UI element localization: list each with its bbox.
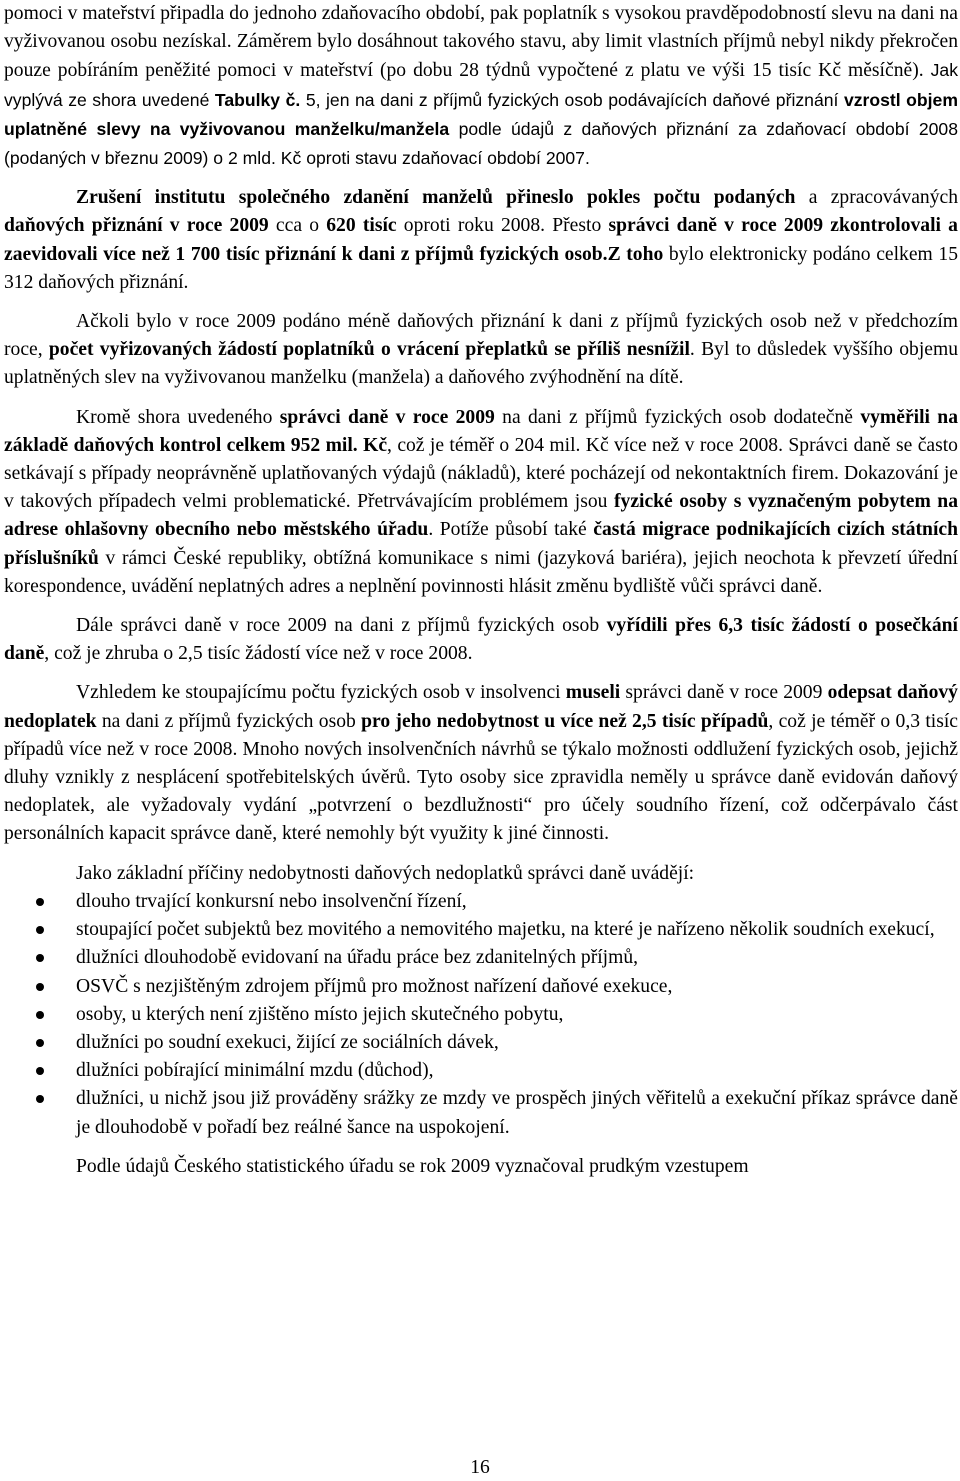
list-intro: Jako základní příčiny nedobytnosti daňových nedoplatků správci daně uvádějí: (76, 862, 695, 884)
document-page (4, 0, 958, 1181)
paragraph-3: Ačkoli bylo v roce 2009 podáno méně daňových přiznání k dani z příjmů fyzických osob než v předchozím roce, počet vyřizovaných žádostí poplatníků o vrácení přeplatků se příliš nesnížil. Byl to důsledek vyššího objemu uplatněných slev na vyživovanou manželku (manžela) a daňového zvýhodnění na dítě. (4, 311, 959, 389)
paragraph-6: Vzhledem ke stoupajícímu počtu fyzických osob v insolvenci museli správci daně v roce 2009 odepsat daňový nedoplatek na dani z příjmů fyzických osob pro jeho nedobytnost u více než 2,5 tisíc případů, což je téměř o 0,3 tisíc případů více než v roce 2008. Mnoho nových insolvenčních návrhů se týkalo možnosti oddlužení fyzických osob, jejichž dluhy vznikly z nesplácení spotřebitelských úvěrů. Tyto osoby sice zpravidla neměly u správce daně evidován daňový nedoplatek, ale vyžadovaly vydání „potvrzení o bezdlužnosti“ pro účely soudního řízení, což odčerpávalo část personálních kapacit správce daně, které nemohly být využity k jiné činnosti. (4, 682, 958, 845)
bullet-icon (36, 1039, 44, 1047)
list-item: osoby, u kterých není zjištěno místo jejich skutečného pobytu, (4, 1001, 958, 1029)
list-item: dlužníci po soudní exekuci, žijící ze sociálních dávek, (4, 1029, 958, 1057)
list-item: stoupající počet subjektů bez movitého a nemovitého majetku, na které je nařízeno několik soudních exekucí, (4, 916, 958, 944)
bullet-icon (36, 1095, 44, 1103)
paragraph-7: Podle údajů Českého statistického úřadu se rok 2009 vyznačoval prudkým vzestupem (76, 1155, 749, 1177)
causes-list (4, 888, 958, 1142)
bullet-icon (36, 1067, 44, 1075)
list-item: dlužníci, u nichž jsou již prováděny srážky ze mzdy ve prospěch jiných věřitelů a exekuční příkaz správce daně je dlouhodobě v pořadí bez reálné šance na uspokojení. (4, 1085, 958, 1141)
list-item: dlužníci pobírající minimální mzdu (důchod), (4, 1057, 958, 1085)
paragraph-4: Kromě shora uvedeného správci daně v roce 2009 na dani z příjmů fyzických osob dodatečně vyměřili na základě daňových kontrol celkem 952 mil. Kč, což je téměř o 204 mil. Kč více než v roce 2008. Správci daně se často setkávají s případy neoprávněně uplatňovaných výdajů (nákladů), které pocházejí od nekontaktních firem. Dokazování je v takových případech velmi problematické. Přetrvávajícím problémem jsou fyzické osoby s vyznačeným pobytem na adrese ohlašovny obecního nebo městského úřadu. Potíže působí také častá migrace podnikajících cizích státních příslušníků v rámci České republiky, obtížná komunikace s nimi (jazyková bariéra), jejich neochota k převzetí úřední korespondence, uvádění neplatných adres a neplnění povinnosti hlásit změnu bydliště vůči správci daně. (4, 406, 958, 597)
bullet-icon (36, 898, 44, 906)
paragraph-5: Dále správci daně v roce 2009 na dani z příjmů fyzických osob vyřídili přes 6,3 tisíc žádostí o posečkání daně, což je zhruba o 2,5 tisíc žádostí více než v roce 2008. (4, 615, 958, 665)
paragraph-1: pomoci v mateřství připadla do jednoho zdaňovacího období, pak poplatník s vysokou pravděpodobností slevu na dani na vyživovanou osobu nezískal. Záměrem bylo dosáhnout takového stavu, aby limit vlastních příjmů nebyl nikdy překročen pouze pobíráním peněžité pomoci v mateřství (po dobu 28 týdnů vypočtené z platu ve výši 15 tisíc Kč měsíčně). Jak vyplývá ze shora uvedené Tabulky č. 5, jen na dani z příjmů fyzických osob podávajících daňové přiznání vzrostl objem uplatněné slevy na vyživovanou manželku/manžela podle údajů z daňových přiznání za zdaňovací období 2008 (podaných v březnu 2009) o 2 mld. Kč oproti stavu zdaňovací období 2007. (4, 3, 959, 169)
bullet-icon (36, 926, 44, 934)
page-number: 16 (470, 1457, 490, 1478)
list-item: dlužníci dlouhodobě evidovaní na úřadu práce bez zdanitelných příjmů, (4, 944, 958, 972)
bullet-icon (36, 983, 44, 991)
bullet-icon (36, 954, 44, 962)
list-item: dlouho trvající konkursní nebo insolvenční řízení, (4, 888, 958, 916)
paragraph-2: Zrušení institutu společného zdanění manželů přineslo pokles počtu podaných a zpracovávaných daňových přiznání v roce 2009 cca o 620 tisíc oproti roku 2008. Přesto správci daně v roce 2009 zkontrolovali a zaevidovali více než 1 700 tisíc přiznání k dani z příjmů fyzických osob.Z toho bylo elektronicky podáno celkem 15 312 daňových přiznání. (4, 187, 959, 293)
bullet-icon (36, 1011, 44, 1019)
list-item: OSVČ s nezjištěným zdrojem příjmů pro možnost nařízení daňové exekuce, (4, 973, 958, 1001)
